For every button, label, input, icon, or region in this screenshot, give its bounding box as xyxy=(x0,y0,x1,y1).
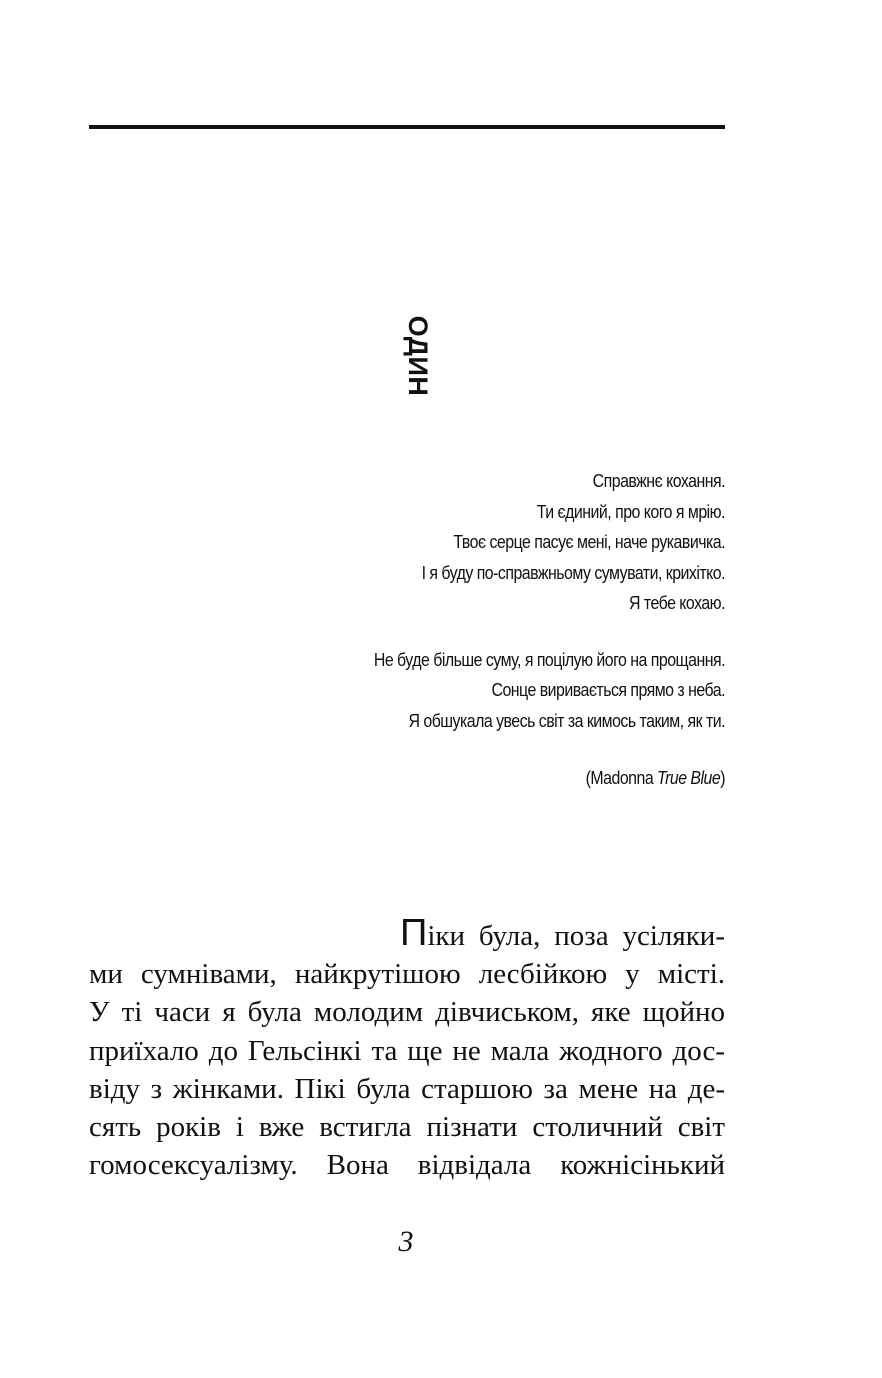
epigraph-line: Сонце виривається прямо з неба. xyxy=(491,679,725,700)
epigraph-line: Не буде більше суму, я поцілую його на прощання. xyxy=(373,648,725,670)
header-rule xyxy=(89,125,725,129)
body-line: віду з жінками. Пікі була старшою за мене на де- xyxy=(89,1072,725,1105)
epigraph-stanza-2 xyxy=(278,645,725,737)
attribution-album: True Blue xyxy=(657,767,721,788)
attribution-close: ) xyxy=(720,767,725,788)
body-line: приїхало до Гельсінкі та ще не мала жодного дос- xyxy=(89,1034,725,1067)
epigraph-stanza-1 xyxy=(278,466,725,619)
body-line: сять років і вже встигла пізнати столичний світ xyxy=(89,1110,725,1143)
epigraph-line: І я буду по-справжньому сумувати, крихітко. xyxy=(421,561,725,583)
page-number: 3 xyxy=(398,1225,414,1258)
epigraph-line: Ти єдиний, про кого я мрію. xyxy=(536,500,725,522)
epigraph-line: Справжнє кохання. xyxy=(592,470,725,491)
body-text xyxy=(89,912,725,1184)
epigraph-line: Я тебе кохаю. xyxy=(629,592,725,613)
body-line: У ті часи я була молодим дівчиськом, яке щойно xyxy=(89,996,725,1029)
epigraph-line: Твоє серце пасує мені, наче рукавичка. xyxy=(453,531,725,552)
chapter-title: ОДИН xyxy=(403,315,433,397)
epigraph-attribution xyxy=(278,763,725,793)
attribution-artist: (Madonna xyxy=(585,767,658,788)
body-line-text: іки була, поза усіляки- xyxy=(427,920,725,952)
body-line xyxy=(89,912,725,955)
drop-initial: П xyxy=(400,912,428,954)
epigraph-line: Я обшукала увесь світ за кимось таким, як ти. xyxy=(408,709,725,731)
epigraph xyxy=(278,466,725,793)
body-line: гомосексуалізму. Вона відвідала кожнісінький xyxy=(89,1149,725,1182)
body-line: ми сумнівами, найкрутішою лесбійкою у місті. xyxy=(89,958,725,991)
